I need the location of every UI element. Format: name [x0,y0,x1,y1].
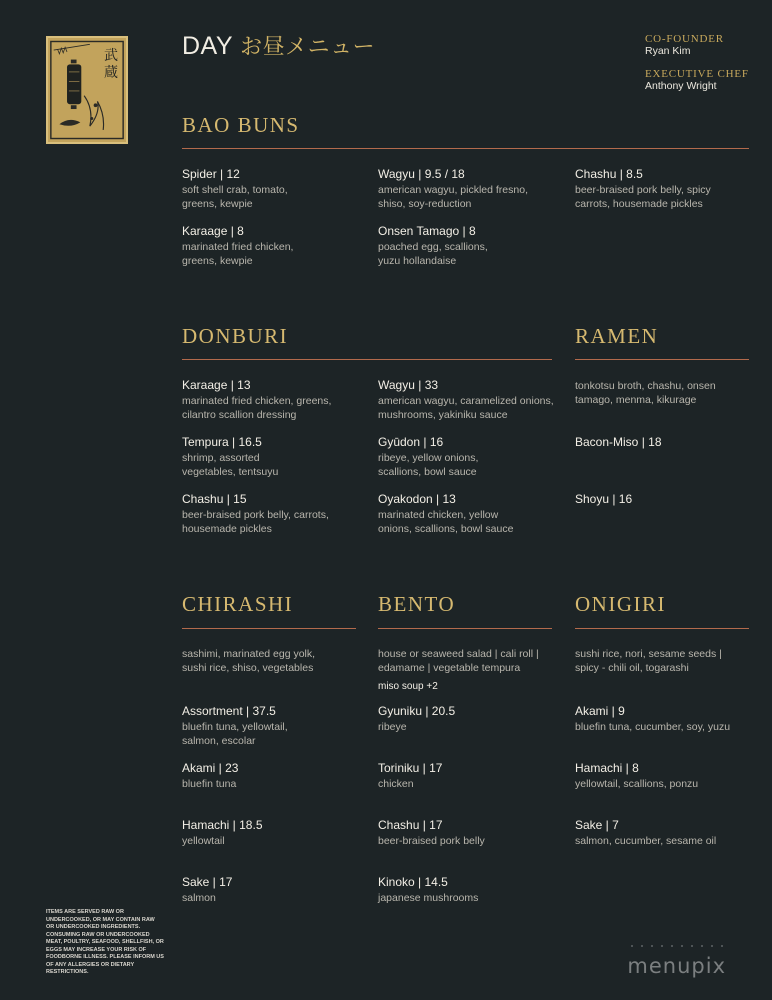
item-title: Hamachi | 8 [575,761,639,775]
item-description: bluefin tuna, yellowtail, salmon, escolar [182,721,288,747]
item-description: american wagyu, caramelized onions, mushrooms, yakiniku sauce [378,395,554,421]
menu-item [182,818,372,848]
item-description: ribeye [378,721,407,733]
section-divider [575,359,749,360]
title-japanese: お昼メニュー [240,35,376,60]
item-description: beer-braised pork belly, spicy carrots, housemade pickles [575,184,711,210]
credit-role-chef: EXECUTIVE CHEF [645,68,749,80]
item-description: bluefin tuna, cucumber, soy, yuzu [575,721,731,733]
item-description: japanese mushrooms [378,892,479,904]
section-divider [575,628,749,629]
item-description: salmon, cucumber, sesame oil [575,835,717,847]
item-title: Gyūdon | 16 [378,435,444,449]
menu-item [182,704,372,748]
section-divider [182,359,552,360]
item-title: Oyakodon | 13 [378,492,456,506]
menu-item [378,875,568,905]
menu-item [182,167,372,211]
section-intro-bento: house or seaweed salad | cali roll | edamame | vegetable tempura [378,648,539,674]
item-description: soft shell crab, tomato, greens, kewpie [182,184,288,210]
title-english: DAY [182,32,233,60]
item-description: salmon [182,892,216,904]
item-description: marinated fried chicken, greens, kewpie [182,241,294,267]
menu-item [182,875,372,905]
item-description: beer-braised pork belly [378,835,485,847]
item-description: marinated chicken, yellow onions, scallions, bowl sauce [378,509,514,535]
menu-item [575,704,765,734]
credit-name-cofounder: Ryan Kim [645,45,691,57]
bento-addon: miso soup +2 [378,681,438,692]
logo-kanji: 武蔵 [104,48,118,81]
item-title: Chashu | 17 [378,818,443,832]
menu-item [182,224,372,268]
item-title: Chashu | 8.5 [575,167,643,181]
item-title: Shoyu | 16 [575,492,633,506]
restaurant-logo [46,36,128,144]
item-title: Hamachi | 18.5 [182,818,263,832]
item-title: Wagyu | 33 [378,378,439,392]
section-divider [182,148,749,149]
item-title: Karaage | 8 [182,224,244,238]
item-description: bluefin tuna [182,778,237,790]
menu-item [182,378,372,422]
item-description: american wagyu, pickled fresno, shiso, soy-reduction [378,184,528,210]
item-title: Tempura | 16.5 [182,435,262,449]
item-title: Toriniku | 17 [378,761,443,775]
item-description: marinated fried chicken, greens, cilantro scallion dressing [182,395,332,421]
section-heading-bento: BENTO [378,592,456,616]
menu-item [182,492,372,536]
item-title: Gyuniku | 20.5 [378,704,456,718]
watermark: menupix [627,954,726,978]
section-divider [182,628,356,629]
menu-item [378,704,568,734]
credit-name-chef: Anthony Wright [645,80,717,92]
item-title: Akami | 23 [182,761,239,775]
item-title: Assortment | 37.5 [182,704,276,718]
item-title: Karaage | 13 [182,378,251,392]
item-title: Wagyu | 9.5 / 18 [378,167,465,181]
menu-item [378,167,568,211]
menu-item [378,818,568,848]
section-heading-bao: BAO BUNS [182,113,300,137]
item-description: poached egg, scallions, yuzu hollandaise [378,241,488,267]
item-title: Sake | 7 [575,818,619,832]
item-description: ribeye, yellow onions, scallions, bowl sauce [378,452,479,478]
allergy-disclaimer: ITEMS ARE SERVED RAW OR UNDERCOOKED, OR MAY CONTAIN RAW OR UNDERCOOKED INGREDIENTS. CONSUMING RAW OR UNDERCOOKED MEAT, POULTRY, SEAFOOD, SHELLFISH, OR EGGS MAY INCREASE YOUR RISK OF FOODBORNE ILLNESS. PLEASE INFORM US OF ANY ALLERGIES OR DIETARY RESTRICTIONS. [46,909,164,975]
menu-item [378,378,568,422]
section-heading-chirashi: CHIRASHI [182,592,294,616]
item-title: Chashu | 15 [182,492,247,506]
menu-item [378,761,568,791]
item-description: yellowtail [182,835,225,847]
menu-item [378,492,568,536]
section-heading-ramen: RAMEN [575,324,659,348]
section-divider [378,628,552,629]
item-title: Onsen Tamago | 8 [378,224,476,238]
menu-item [575,167,765,211]
menu-item [182,761,372,791]
menu-item [575,761,765,791]
page-title [182,30,375,61]
menu-item [575,492,765,507]
item-title: Bacon-Miso | 18 [575,435,662,449]
item-description: chicken [378,778,414,790]
item-title: Sake | 17 [182,875,233,889]
menu-item [378,224,568,268]
section-heading-onigiri: ONIGIRI [575,592,666,616]
section-intro-chirashi: sashimi, marinated egg yolk, sushi rice, shiso, vegetables [182,648,316,674]
menu-item [182,435,372,479]
item-description: shrimp, assorted vegetables, tentsuyu [182,452,279,478]
item-title: Spider | 12 [182,167,240,181]
menu-item [378,435,568,479]
item-description: yellowtail, scallions, ponzu [575,778,699,790]
credits [645,33,765,103]
menu-item [575,818,765,848]
credit-role-cofounder: CO-FOUNDER [645,33,724,45]
section-intro-onigiri: sushi rice, nori, sesame seeds | spicy - chili oil, togarashi [575,648,722,674]
item-title: Kinoko | 14.5 [378,875,448,889]
item-title: Akami | 9 [575,704,625,718]
section-intro-ramen: tonkotsu broth, chashu, onsen tamago, menma, kikurage [575,380,716,406]
menu-item [575,435,765,450]
section-heading-donburi: DONBURI [182,324,289,348]
item-description: beer-braised pork belly, carrots, housemade pickles [182,509,329,535]
